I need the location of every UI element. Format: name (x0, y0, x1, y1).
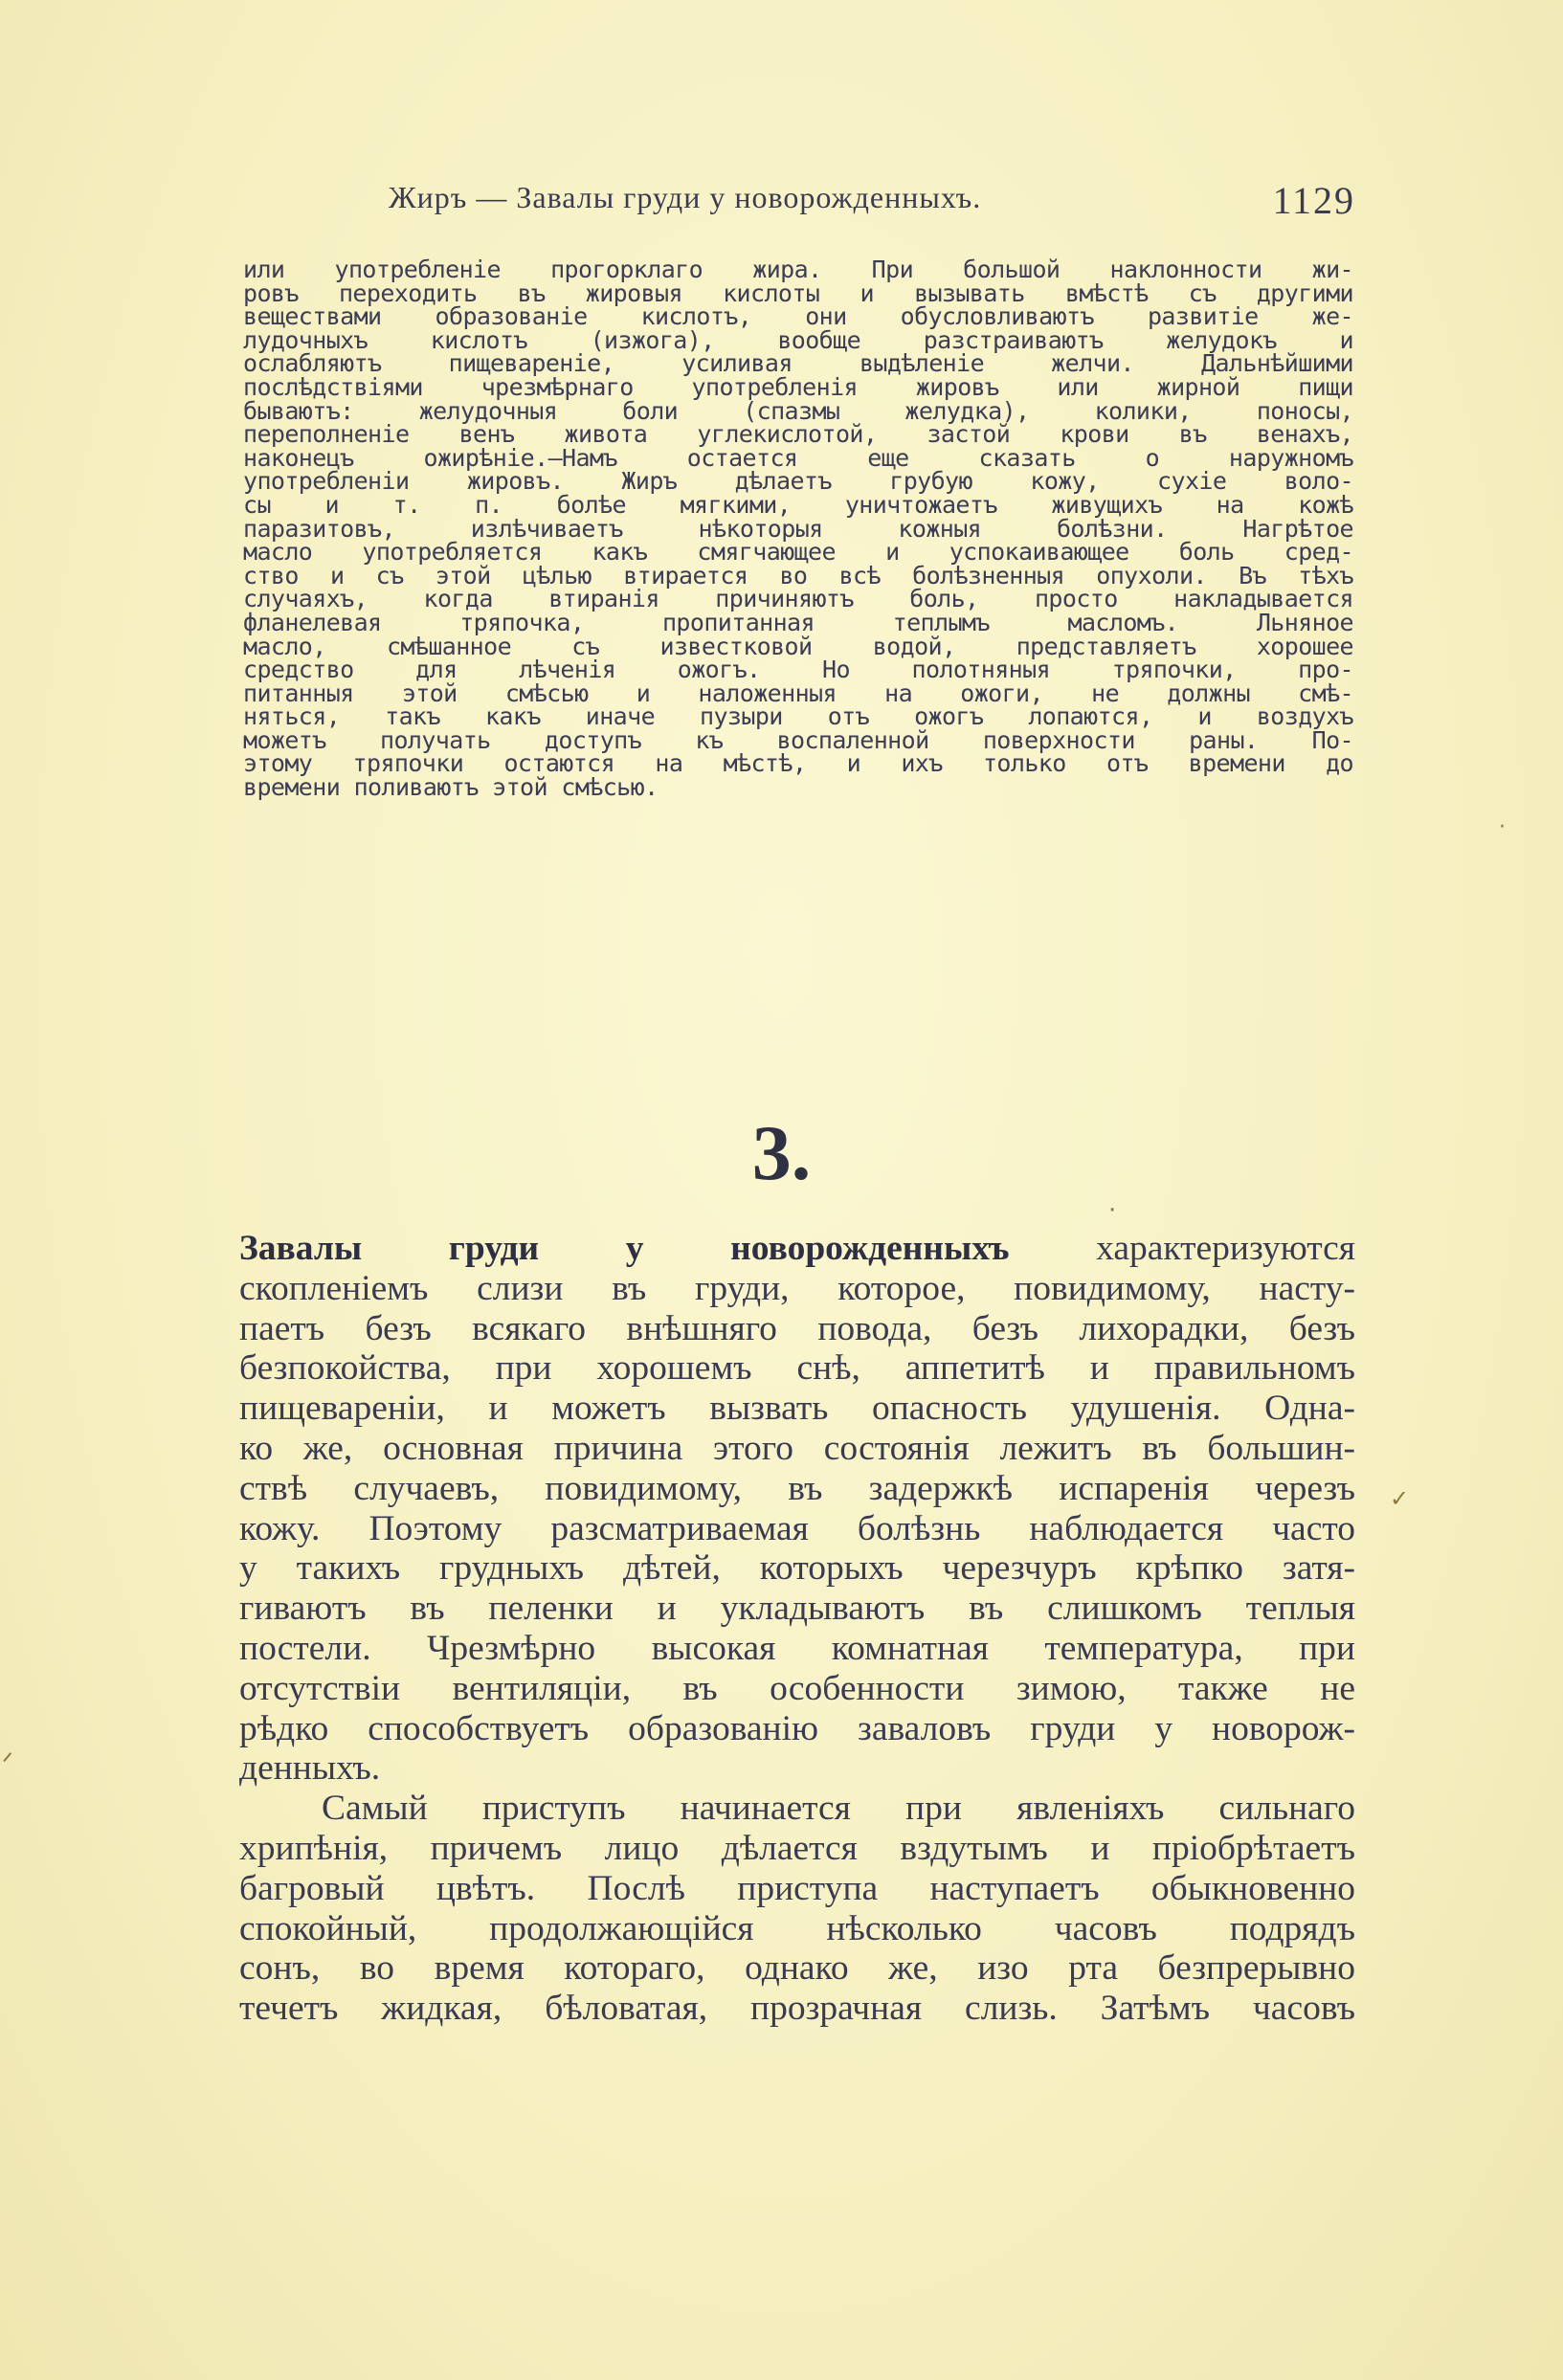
text-line: времени поливаютъ этой смѣсью. (243, 773, 659, 802)
text-line: течетъ жидкая, бѣловатая, прозрачная слизь. Затѣмъ часовъ (239, 1989, 1355, 2029)
text-line: масло употребляется какъ смягчающее и успокаивающее боль сред- (243, 538, 1353, 567)
running-header-title: Жиръ — Завалы груди у новорожденныхъ. (389, 180, 982, 214)
margin-dot-mark: · (1108, 1196, 1117, 1225)
text-fragment: характеризуются (1096, 1229, 1355, 1268)
text-line: ровъ переходить въ жировыя кислоты и вызывать вмѣстѣ съ другими (243, 278, 1353, 307)
page-number: 1129 (1272, 179, 1355, 222)
text-line: этому тряпочки остаются на мѣстѣ, и ихъ только отъ времени до (243, 749, 1353, 778)
text-line: пищевареніи, и можетъ вызвать опасность удушенія. Одна- (239, 1389, 1355, 1429)
text-line: Самый приступъ начинается при явленіяхъ сильнаго (322, 1789, 1355, 1829)
text-line: кожу. Поэтому разсматриваемая болѣзнь наблюдается часто (239, 1508, 1355, 1548)
text-line: ослабляютъ пищевареніе, усиливая выдѣленіе желчи. Дальнѣйшими (243, 349, 1353, 378)
text-line: багровый цвѣтъ. Послѣ приступа наступаетъ обыкновенно (239, 1868, 1355, 1908)
section-number: 3. (751, 1109, 812, 1196)
text-line: паетъ безъ всякаго внѣшняго повода, безъ лихорадки, безъ (239, 1308, 1355, 1348)
margin-dot-mark: · (1499, 815, 1506, 839)
text-line: масло, смѣшанное съ известковой водой, представляетъ хорошее (243, 632, 1353, 660)
section-body (239, 1229, 1355, 2029)
text-line: спокойный, продолжающійся нѣсколько часовъ подрядъ (239, 1908, 1355, 1948)
text-line: няться, такъ какъ иначе пузыри отъ ожогъ лопаются, и воздухъ (243, 702, 1353, 731)
text-line: ство и съ этой цѣлью втирается во всѣ болѣзненныя опухоли. Въ тѣхъ (243, 561, 1353, 589)
text-line: случаяхъ, когда втиранія причиняютъ боль, просто накладывается (243, 585, 1353, 613)
text-line: лудочныхъ кислотъ (изжога), вообще разстраиваютъ желудокъ и (243, 325, 1353, 354)
text-line: фланелевая тряпочка, пропитанная теплымъ масломъ. Льняное (243, 608, 1353, 636)
text-line: сонъ, во время котораго, однако же, изо рта безпрерывно (239, 1948, 1355, 1989)
text-line: можетъ получать доступъ къ воспаленной поверхности раны. По- (243, 725, 1353, 754)
text-line (239, 1229, 1355, 1269)
text-line: послѣдствіями чрезмѣрнаго употребленія жировъ или жирной пищи (243, 372, 1353, 401)
text-line: отсутствіи вентиляціи, въ особенности зимою, также не (239, 1668, 1355, 1708)
text-line: паразитовъ, излѣчиваетъ нѣкоторыя кожныя болѣзни. Нагрѣтое (243, 514, 1353, 543)
text-line: бываютъ: желудочныя боли (спазмы желудка), колики, поносы, (243, 396, 1353, 425)
text-line: ко же, основная причина этого состоянія лежитъ въ большин- (239, 1428, 1355, 1468)
text-line: безпокойства, при хорошемъ снѣ, аппетитѣ и правильномъ (239, 1348, 1355, 1389)
text-line: скопленіемъ слизи въ груди, которое, повидимому, насту- (239, 1268, 1355, 1308)
text-line: хрипѣнія, причемъ лицо дѣлается вздутымъ и пріобрѣтаетъ (239, 1828, 1355, 1868)
small-print-paragraph (243, 258, 1353, 800)
text-line: ствѣ случаевъ, повидимому, въ задержкѣ испаренія черезъ (239, 1468, 1355, 1508)
text-line: наконецъ ожирѣніе.—Намъ остается еще сказать о наружномъ (243, 443, 1353, 472)
text-line: сы и т. п. болѣе мягкими, уничтожаетъ живущихъ на кожѣ (243, 490, 1353, 519)
text-line: гиваютъ въ пеленки и укладываютъ въ слишкомъ теплыя (239, 1589, 1355, 1629)
text-line: денныхъ. (239, 1748, 381, 1789)
margin-check-mark: ✓ (1390, 1485, 1410, 1512)
text-line: употребленіи жировъ. Жиръ дѣлаетъ грубую кожу, сухіе воло- (243, 467, 1353, 496)
text-line: постели. Чрезмѣрно высокая комнатная температура, при (239, 1628, 1355, 1668)
section-heading: Завалы груди у новорожденныхъ (239, 1229, 1010, 1268)
text-line: или употребленіе прогорклаго жира. При большой наклонности жи- (243, 256, 1353, 283)
margin-pencil-mark: ᐟ (2, 1746, 13, 1778)
text-line: питанныя этой смѣсью и наложенныя на ожоги, не должны смѣ- (243, 678, 1353, 707)
text-line: средство для лѣченія ожогъ. Но полотняныя тряпочки, про- (243, 656, 1353, 684)
text-line: рѣдко способствуетъ образованію заваловъ груди у новорож- (239, 1708, 1355, 1748)
text-line: переполненіе венъ живота углекислотой, застой крови въ венахъ, (243, 420, 1353, 449)
text-line: веществами образованіе кислотъ, они обусловливаютъ развитіе же- (243, 302, 1353, 331)
text-line: у такихъ грудныхъ дѣтей, которыхъ черезчуръ крѣпко затя- (239, 1548, 1355, 1589)
